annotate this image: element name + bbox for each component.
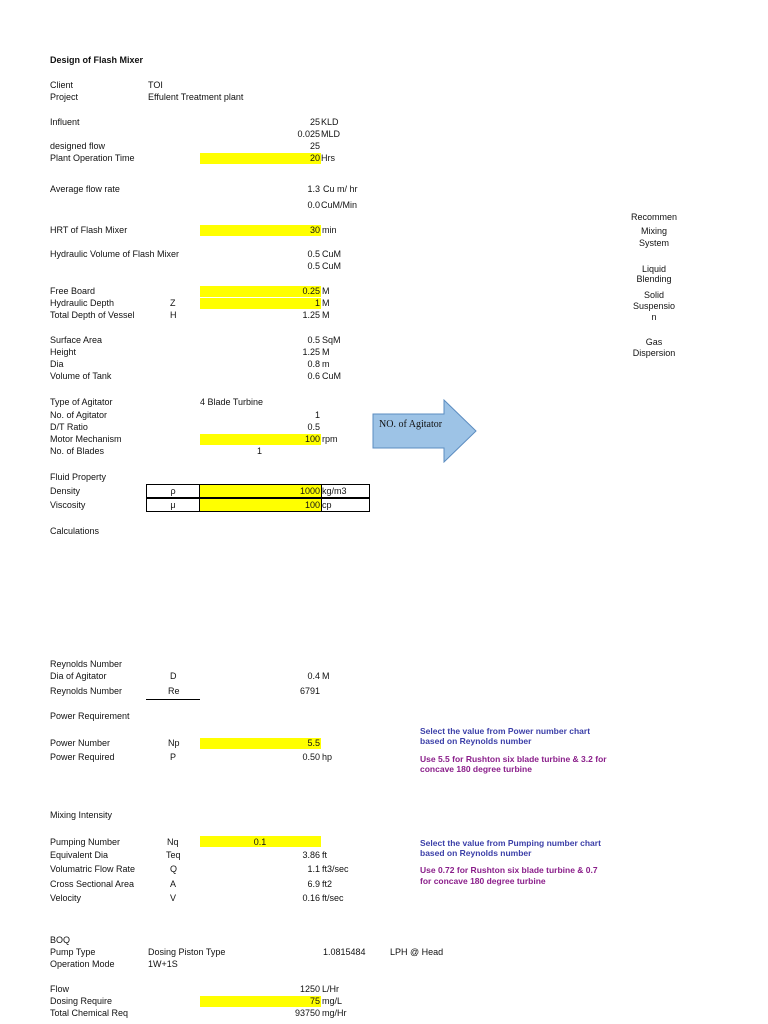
pump-type-value: Dosing Piston Type [148,947,226,957]
recommend-text: Dispersion [632,348,676,358]
flow-value: 1250 [299,984,320,994]
velocity-label: Velocity [50,893,82,903]
avg-flow-unit-2: CuM/Min [321,200,358,210]
influent-mld-value: 0.025 [297,129,320,139]
influent-mld-unit: MLD [321,129,341,139]
viscosity-unit: cp [322,500,332,510]
mixing-note-line: Select the value from Pumping number chart [420,838,601,848]
recommend-text: Blending [636,274,672,284]
avg-flow-unit-1: Cu m/ hr [323,184,358,194]
agitator-dia-unit: M [322,671,330,681]
total-chemical-label: Total Chemical Req [50,1008,129,1018]
agitator-dia-label: Dia of Agitator [50,671,107,681]
motor-unit: rpm [322,434,338,444]
recommend-text: Recommen [630,212,677,222]
cross-area-value: 6.9 [307,879,320,889]
project-value: Effulent Treatment plant [148,92,244,102]
calculations-heading: Calculations [50,526,100,536]
power-heading: Power Requirement [50,711,130,721]
velocity-value: 0.16 [302,893,320,903]
operation-mode-label: Operation Mode [50,959,115,969]
project-label: Project [50,92,79,102]
client-label: Client [50,80,74,90]
reynolds-label: Reynolds Number [50,686,123,696]
dt-ratio-label: D/T Ratio [50,422,88,432]
dosing-unit: mg/L [322,996,343,1006]
agitator-no-value: 1 [314,410,320,420]
total-chemical-value: 93750 [294,1008,320,1018]
reynolds-underline [146,699,200,700]
mixing-heading: Mixing Intensity [50,810,113,820]
operation-time-unit: Hrs [321,153,335,163]
viscosity-symbol: μ [170,500,176,510]
designed-flow-value: 25 [309,141,320,151]
mixing-note-line: Use 0.72 for Rushton six blade turbine & 0.7 [420,865,598,875]
hyd-depth-unit: M [322,298,330,308]
agitator-type-value: 4 Blade Turbine [200,397,264,407]
density-label: Density [50,486,81,496]
dia-unit: m [322,359,330,369]
recommend-text: n [651,312,657,322]
agitator-dia-value: 0.4 [307,671,320,681]
equivalent-dia-symbol: Teq [166,850,181,860]
power-note-line: Use 5.5 for Rushton six blade turbine & 3.2 for [420,754,607,764]
recommend-text: Solid [643,290,664,300]
flow-rate-symbol: Q [170,864,178,874]
pump-capacity-value: 1.0815484 [323,947,366,957]
surface-area-label: Surface Area [50,335,103,345]
designed-flow-label: designed flow [50,141,106,151]
surface-area-unit: SqM [322,335,341,345]
pump-capacity-unit: LPH @ Head [390,947,444,957]
free-board-label: Free Board [50,286,96,296]
density-unit: kg/m3 [322,486,347,496]
agitator-no-label: No. of Agitator [50,410,108,420]
power-required-unit: hp [322,752,333,762]
pumping-number-label: Pumping Number [50,837,121,847]
avg-flow-value-2: 0.0 [307,200,320,210]
reynolds-heading: Reynolds Number [50,659,123,669]
agitator-arrow-shape [372,399,478,463]
recommend-text: Liquid [641,264,667,274]
avg-flow-value-1: 1.3 [307,184,320,194]
hyd-depth-value[interactable]: 1 [314,298,320,308]
power-required-symbol: P [170,752,177,762]
operation-time-value[interactable]: 20 [309,153,320,163]
total-depth-label: Total Depth of Vessel [50,310,135,320]
height-value: 1.25 [302,347,320,357]
height-label: Height [50,347,77,357]
hyd-volume-unit-1: CuM [322,249,342,259]
operation-time-label: Plant Operation Time [50,153,135,163]
power-number-symbol: Np [168,738,180,748]
hyd-depth-symbol: Z [170,298,176,308]
cross-area-symbol: A [170,879,177,889]
mixing-note-line: based on Reynolds number [420,848,532,858]
agitator-type-label: Type of Agitator [50,397,113,407]
influent-kld-unit: KLD [321,117,339,127]
boq-heading: BOQ [50,935,71,945]
height-unit: M [322,347,330,357]
recommend-text: Gas [645,337,663,347]
equivalent-dia-value: 3.86 [302,850,320,860]
tank-volume-label: Volume of Tank [50,371,112,381]
hyd-volume-value-2: 0.5 [307,261,320,271]
client-value: TOI [148,80,163,90]
viscosity-label: Viscosity [50,500,86,510]
power-number-label: Power Number [50,738,111,748]
dosing-label: Dosing Require [50,996,113,1006]
power-note-line: based on Reynolds number [420,736,532,746]
mixing-note-line: for concave 180 degree turbine [420,876,546,886]
hrt-value[interactable]: 30 [309,225,320,235]
hrt-unit: min [322,225,337,235]
operation-mode-value: 1W+1S [148,959,178,969]
hyd-volume-label: Hydraulic Volume of Flash Mixer [50,249,180,259]
influent-kld-value: 25 [309,117,320,127]
influent-label: Influent [50,117,80,127]
flow-label: Flow [50,984,70,994]
pumping-number-value[interactable]: 0.1 [253,837,267,847]
fluid-heading: Fluid Property [50,472,107,482]
avg-flow-label: Average flow rate [50,184,120,194]
free-board-unit: M [322,286,330,296]
hyd-volume-unit-2: CuM [322,261,342,271]
motor-value[interactable]: 100 [304,434,320,444]
recommend-text: Mixing [640,226,667,236]
power-note-line: Select the value from Power number chart [420,726,591,736]
agitator-dia-symbol: D [170,671,177,681]
flow-rate-label: Volumatric Flow Rate [50,864,136,874]
total-depth-symbol: H [170,310,177,320]
blades-value: 1 [256,446,262,456]
total-depth-value: 1.25 [302,310,320,320]
power-note-line: concave 180 degree turbine [420,764,532,774]
total-chemical-unit: mg/Hr [322,1008,347,1018]
dt-ratio-value: 0.5 [307,422,320,432]
power-number-value[interactable]: 5.5 [307,738,320,748]
motor-label: Motor Mechanism [50,434,122,444]
cross-area-unit: ft2 [322,879,333,889]
dia-label: Dia [50,359,64,369]
dosing-value[interactable]: 75 [309,996,320,1006]
density-value[interactable]: 1000 [299,486,320,496]
flow-unit: L/Hr [322,984,340,994]
free-board-value[interactable]: 0.25 [302,286,320,296]
recommend-text: Suspensio [632,301,676,311]
reynolds-symbol: Re [168,686,180,696]
reynolds-value: 6791 [299,686,320,696]
tank-volume-value: 0.6 [307,371,320,381]
density-symbol: ρ [170,486,176,496]
power-required-value: 0.50 [302,752,320,762]
equivalent-dia-unit: ft [322,850,328,860]
hyd-depth-label: Hydraulic Depth [50,298,115,308]
velocity-symbol: V [170,893,177,903]
flow-rate-value: 1.1 [307,864,320,874]
recommend-text: System [638,238,669,248]
surface-area-value: 0.5 [307,335,320,345]
flow-rate-unit: ft3/sec [322,864,349,874]
tank-volume-unit: CuM [322,371,342,381]
equivalent-dia-label: Equivalent Dia [50,850,109,860]
velocity-unit: ft/sec [322,893,344,903]
cross-area-label: Cross Sectional Area [50,879,135,889]
hyd-volume-value-1: 0.5 [307,249,320,259]
page-title: Design of Flash Mixer [50,55,144,65]
total-depth-unit: M [322,310,330,320]
pump-type-label: Pump Type [50,947,96,957]
dia-value: 0.8 [307,359,320,369]
hrt-label: HRT of Flash Mixer [50,225,128,235]
pumping-number-symbol: Nq [167,837,179,847]
blades-label: No. of Blades [50,446,105,456]
viscosity-value[interactable]: 100 [304,500,320,510]
power-required-label: Power Required [50,752,115,762]
arrow-label: NO. of Agitator [379,419,443,430]
